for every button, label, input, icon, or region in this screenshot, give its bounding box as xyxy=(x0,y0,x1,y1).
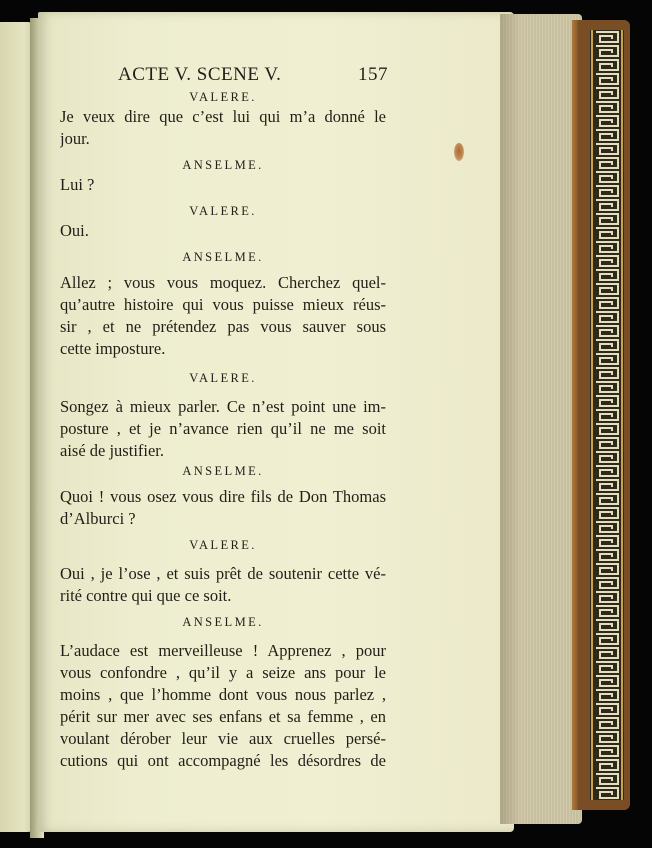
dialogue-line: Oui , je l’ose , et suis prêt de soutenir cette vé- xyxy=(60,564,386,583)
speaker-name: VALERE. xyxy=(189,538,257,552)
dialogue-line: Allez ; vous vous moquez. Cherchez quel- xyxy=(60,273,386,292)
dialogue-line: Songez à mieux parler. Ce n’est point une im- xyxy=(60,397,386,416)
running-head xyxy=(60,64,386,88)
dialogue-line: sir , et ne prétendez pas vous sauver sous xyxy=(60,317,386,336)
dialogue-line: aisé de justifier. xyxy=(60,441,165,460)
greek-key-border xyxy=(590,30,624,800)
dialogue-line: Lui ? xyxy=(60,175,95,194)
speaker-name: VALERE. xyxy=(189,90,257,104)
dialogue-line: jour. xyxy=(60,129,90,148)
dialogue-line: d’Alburci ? xyxy=(60,509,136,528)
speaker-name: VALERE. xyxy=(189,204,257,218)
dialogue-line: Je veux dire que c’est lui qui m’a donné le xyxy=(60,107,386,126)
running-head-title: ACTE V. SCENE V. xyxy=(118,64,282,85)
speaker-name: ANSELME. xyxy=(182,615,264,629)
dialogue-line: cutions qui ont accompagné les désordres de xyxy=(60,751,386,770)
page-stain xyxy=(454,143,464,161)
dialogue-line: cette imposture. xyxy=(60,339,166,358)
left-page-edge xyxy=(0,22,34,832)
speaker-name: ANSELME. xyxy=(182,250,264,264)
dialogue-line: périt sur mer avec ses enfans et sa femme , en xyxy=(60,707,386,726)
dialogue-line: qu’autre histoire qui vous puisse mieux réus- xyxy=(60,295,386,314)
dialogue-line: Quoi ! vous osez vous dire fils de Don Thomas xyxy=(60,487,386,506)
dialogue-line: L’audace est merveilleuse ! Apprenez , pour xyxy=(60,641,386,660)
dialogue-line: Oui. xyxy=(60,221,89,240)
speaker-name: VALERE. xyxy=(189,371,257,385)
page-text xyxy=(60,64,386,772)
speaker-name: ANSELME. xyxy=(182,158,264,172)
dialogue-line: moins , que l’homme dont vous nous parlez , xyxy=(60,685,386,704)
greek-key-pattern xyxy=(590,30,624,800)
dialogue-line: rité contre qui que ce soit. xyxy=(60,586,232,605)
page-number: 157 xyxy=(358,64,388,85)
dialogue-line: voulant dérober leur vie aux cruelles persé- xyxy=(60,729,386,748)
speaker-name: ANSELME. xyxy=(182,464,264,478)
dialogue-line: posture , et je n’avance rien qu’il ne me soit xyxy=(60,419,386,438)
dialogue-line: vous confondre , qu’il y a seize ans pour le xyxy=(60,663,386,682)
fore-edge-shadow xyxy=(500,14,520,824)
